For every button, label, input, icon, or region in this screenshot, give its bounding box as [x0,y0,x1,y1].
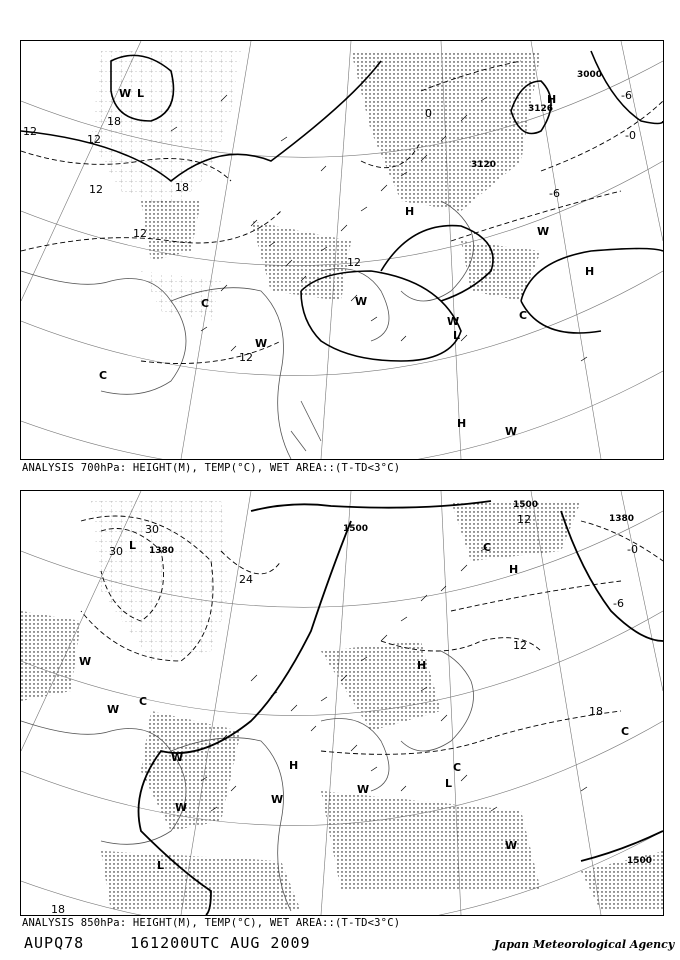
temp-label: -0 [625,129,636,142]
system-symbol: C [201,297,210,310]
height-label: 1500 [343,524,369,534]
system-symbol: W [505,425,518,438]
system-symbol: W [79,655,92,668]
system-symbol: W [357,783,370,796]
temp-label: 18 [175,181,189,194]
system-symbol: H [457,417,467,430]
system-symbol: W [107,703,120,716]
height-label: 1500 [627,856,653,866]
agency-name: Japan Meteorological Agency [494,938,675,951]
temp-label: 18 [51,903,65,915]
system-symbol: H [585,265,595,278]
system-symbol: C [621,725,630,738]
height-label: 3000 [577,70,603,80]
temp-label: 30 [109,545,123,558]
system-symbol: L [157,859,165,872]
temp-label: 12 [513,639,527,652]
system-symbol: W [355,295,368,308]
system-symbol: H [405,205,415,218]
system-symbol: W [119,87,132,100]
system-symbol: L [445,777,453,790]
temp-label: 12 [133,227,147,240]
system-symbol: L [129,539,137,552]
system-symbol: L [453,329,461,342]
system-symbol: C [99,369,108,382]
system-symbol: H [547,93,557,106]
chart-850hpa [20,490,664,916]
height-label: 3120 [471,160,497,170]
map-850hpa [21,491,663,915]
system-symbol: W [505,839,518,852]
system-symbol: W [537,225,550,238]
height-label: 1380 [149,546,175,556]
temp-label: -0 [627,543,638,556]
temp-label: 18 [107,115,121,128]
temp-label: 12 [239,351,253,364]
temp-label: 12 [347,256,361,269]
temp-label: 12 [517,513,531,526]
temp-label: 12 [23,125,37,138]
system-symbol: H [509,563,519,576]
temp-label: 12 [89,183,103,196]
height-label: 3126 [528,104,554,114]
system-symbol: C [519,309,528,322]
temp-label: -6 [613,597,624,610]
system-symbol: W [175,801,188,814]
system-symbol: H [289,759,299,772]
system-symbol: H [417,659,427,672]
valid-time: 161200UTC AUG 2009 [130,934,311,952]
system-symbol: W [271,793,284,806]
temp-label: -6 [549,187,560,200]
chart-700hpa [20,40,664,460]
height-label: 1500 [513,500,539,510]
system-symbol: L [137,87,145,100]
temp-label: 18 [589,705,603,718]
system-symbol: W [255,337,268,350]
height-label: 1380 [609,514,635,524]
temp-label: 30 [145,523,159,536]
system-symbol: W [171,751,184,764]
temp-label: 0 [425,107,432,120]
temp-label: -6 [621,89,632,102]
system-symbol: C [453,761,462,774]
system-symbol: C [139,695,148,708]
caption-700hpa: ANALYSIS 700hPa: HEIGHT(M), TEMP(°C), WET AREA::(T-TD<3°C) [22,462,401,474]
caption-850hpa: ANALYSIS 850hPa: HEIGHT(M), TEMP(°C), WET AREA::(T-TD<3°C) [22,917,401,929]
map-700hpa [21,41,663,459]
temp-label: 24 [239,573,253,586]
system-symbol: C [483,541,492,554]
system-symbol: W [447,315,460,328]
temp-label: 12 [87,133,101,146]
chart-code: AUPQ78 [24,934,85,952]
